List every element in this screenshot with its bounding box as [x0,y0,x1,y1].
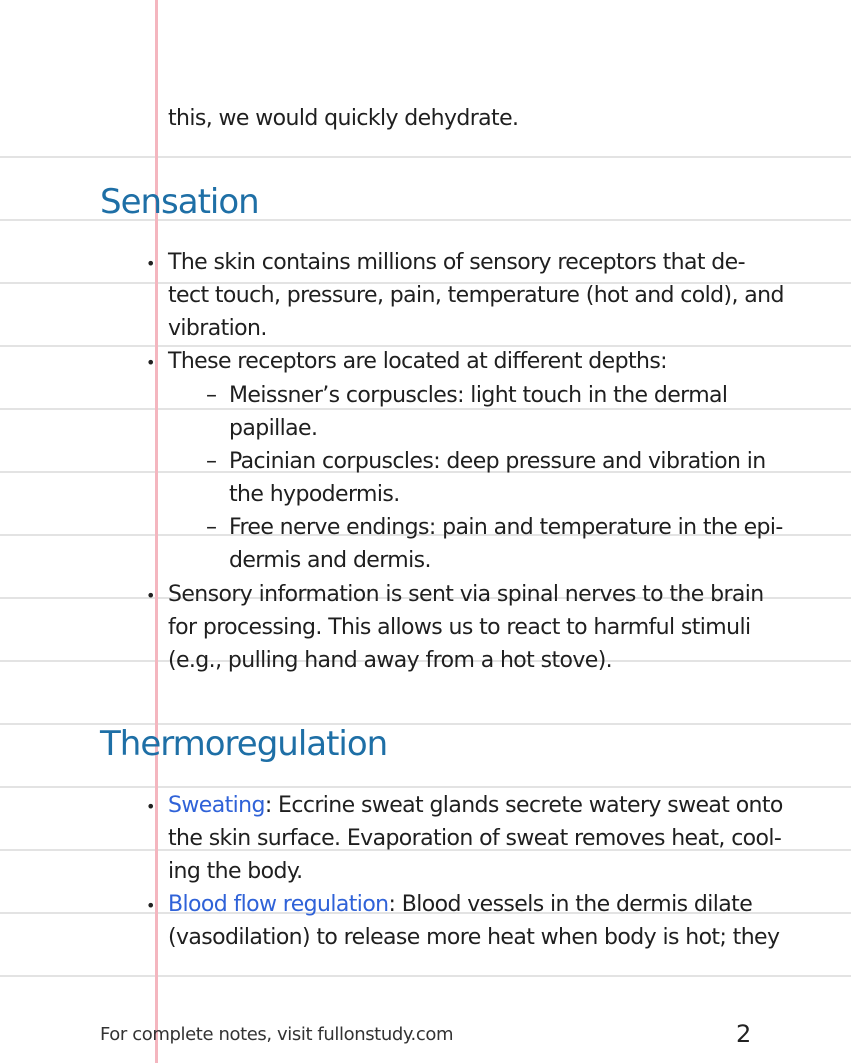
bullet-icon: • [146,254,156,273]
list-item-line [168,888,752,921]
bullet-icon: • [146,353,156,372]
bullet-icon: • [146,896,156,915]
list-item-text: : Blood vessels in the dermis dilate [388,892,753,917]
list-item-text: : Eccrine sweat glands secrete watery sweat onto [264,793,783,818]
ruled-line [0,156,851,158]
dash-icon: – [206,383,217,408]
bullet-icon: • [146,586,156,605]
list-item-line: tect touch, pressure, pain, temperature (hot and cold), and [168,283,784,308]
list-item-line: the skin surface. Evaporation of sweat removes heat, cool- [168,826,782,851]
dash-icon: – [206,515,217,540]
margin-line [155,0,158,1063]
list-item-line: vibration. [168,316,267,341]
term-sweating: Sweating [168,793,265,818]
sublist-item-line: Meissner’s corpuscles: light touch in the dermal [229,383,728,408]
ruled-line [0,786,851,788]
list-item-line: The skin contains millions of sensory receptors that de- [168,250,745,275]
page-number: 2 [736,1020,752,1048]
intro-line: this, we would quickly dehydrate. [168,106,519,131]
ruled-line [0,975,851,977]
bullet-icon: • [146,797,156,816]
section-heading-sensation: Sensation [100,182,259,222]
list-item-line: (e.g., pulling hand away from a hot stove). [168,648,613,673]
dash-icon: – [206,449,217,474]
sublist-item-line: Free nerve endings: pain and temperature in the epi- [229,515,783,540]
list-item-line: (vasodilation) to release more heat when body is hot; they [168,925,780,950]
list-item-line: for processing. This allows us to react to harmful stimuli [168,615,751,640]
sublist-item-line: the hypodermis. [229,482,400,507]
section-heading-thermoregulation: Thermoregulation [100,724,388,764]
list-item-line: Sensory information is sent via spinal nerves to the brain [168,582,764,607]
list-item-line: ing the body. [168,859,303,884]
term-blood-flow-regulation: Blood flow regulation [168,892,389,917]
sublist-item-line: Pacinian corpuscles: deep pressure and vibration in [229,449,766,474]
footer-note: For complete notes, visit fullonstudy.com [100,1024,454,1045]
sublist-item-line: dermis and dermis. [229,548,431,573]
list-item-line [168,789,783,822]
sublist-item-line: papillae. [229,416,318,441]
list-item-line: These receptors are located at different depths: [168,349,667,374]
